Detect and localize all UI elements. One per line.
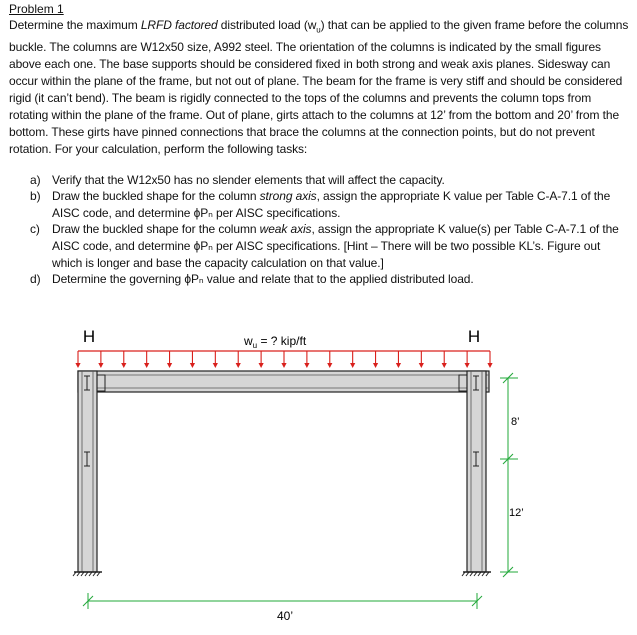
right-fixed-support-icon bbox=[462, 572, 491, 576]
beam bbox=[78, 371, 489, 392]
dimension-label-lower: 12’ bbox=[509, 507, 524, 519]
right-column bbox=[459, 371, 491, 576]
task-d-marker: d) bbox=[30, 272, 41, 287]
task-b-text-post: , assign the appropriate K value per Table C-A-7.1 of the AISC code, and determine ϕPₙ per AISC specifications. bbox=[52, 189, 611, 220]
load-label bbox=[243, 334, 307, 350]
beam-body bbox=[78, 371, 489, 392]
left-column-body bbox=[78, 371, 97, 572]
vertical-dimension bbox=[500, 373, 518, 577]
intro-text-3: ) that can be applied to the given frame before the columns buckle. The columns are W12x50 size, A992 steel. The orientation of the columns is indicated by the small figures above each one. The base supports should be considered fixed in both strong and weak axis planes. Sidesway can occur within the plane of the frame, but not out of plane. The beam for the frame is very stiff and should be considered rigid (it can’t bend). The beam is rigidly connected to the tops of the columns and prevents the column tops from rotating within the plane of the frame. Out of plane, girts attach to the columns at 12’ from the bottom and 20’ from the bottom. These girts have pinned connections that brace the columns at the connection points, but do not prevent rotation. For your calculation, perform the following tasks: bbox=[9, 18, 629, 156]
task-c-text-post: , assign the appropriate K value(s) per Table C-A-7.1 of the AISC code, and determine ϕPₙ per AISC specifications. [Hint – There will be two possible KL’s. Figure out which is longer and base the capacity calculation on that value.] bbox=[52, 222, 619, 270]
load-arrow-head bbox=[419, 363, 424, 368]
right-column-body bbox=[467, 371, 486, 572]
load-arrow-head bbox=[350, 363, 355, 368]
task-b-emphasis: strong axis bbox=[259, 189, 317, 204]
load-label-w: w bbox=[244, 334, 253, 348]
dimension-label-upper: 8’ bbox=[511, 416, 520, 428]
task-a-text: Verify that the W12x50 has no slender elements that will affect the capacity. bbox=[52, 172, 445, 187]
load-arrow-head bbox=[465, 363, 470, 368]
task-a-marker: a) bbox=[30, 172, 41, 187]
task-d-text: Determine the governing ϕPₙ value and relate that to the applied distributed load. bbox=[52, 272, 474, 287]
load-arrow-head bbox=[167, 363, 172, 368]
load-arrow-head bbox=[327, 363, 332, 368]
load-arrow-head bbox=[98, 363, 103, 368]
span-dimension bbox=[83, 593, 482, 609]
load-arrow-head bbox=[236, 363, 241, 368]
problem-title: Problem 1 bbox=[9, 2, 64, 16]
intro-subscript-u: u bbox=[316, 25, 321, 35]
load-arrow-head bbox=[442, 363, 447, 368]
task-c-marker: c) bbox=[30, 222, 40, 237]
distributed-load bbox=[75, 351, 492, 368]
task-b-marker: b) bbox=[30, 189, 41, 204]
load-arrow-head bbox=[304, 363, 309, 368]
task-b-text-pre: Draw the buckled shape for the column bbox=[52, 189, 260, 204]
load-arrow-head bbox=[373, 363, 378, 368]
dimension-label-span: 40’ bbox=[277, 609, 294, 623]
left-column bbox=[73, 371, 105, 576]
task-c-text-pre: Draw the buckled shape for the column bbox=[52, 222, 260, 237]
load-arrow-head bbox=[121, 363, 126, 368]
load-arrow-head bbox=[259, 363, 264, 368]
load-label-sub: u bbox=[252, 341, 258, 350]
load-label-rest: = ? kip/ft bbox=[257, 334, 307, 348]
load-arrow-head bbox=[281, 363, 286, 368]
intro-text-2: distributed load (w bbox=[217, 18, 317, 32]
load-arrow-head bbox=[396, 363, 401, 368]
right-column-orientation-symbol: H bbox=[467, 327, 481, 346]
left-fixed-support-icon bbox=[73, 572, 102, 576]
left-column-orientation-symbol: H bbox=[82, 327, 96, 346]
load-arrow-head bbox=[75, 363, 80, 368]
load-arrows bbox=[75, 351, 492, 368]
load-arrow-head bbox=[144, 363, 149, 368]
load-arrow-head bbox=[487, 363, 492, 368]
task-c-emphasis: weak axis bbox=[259, 222, 312, 237]
load-arrow-head bbox=[190, 363, 195, 368]
intro-text-1: Determine the maximum bbox=[9, 18, 141, 32]
intro-emphasis-lrfd: LRFD factored bbox=[140, 18, 218, 32]
load-arrow-head bbox=[213, 363, 218, 368]
